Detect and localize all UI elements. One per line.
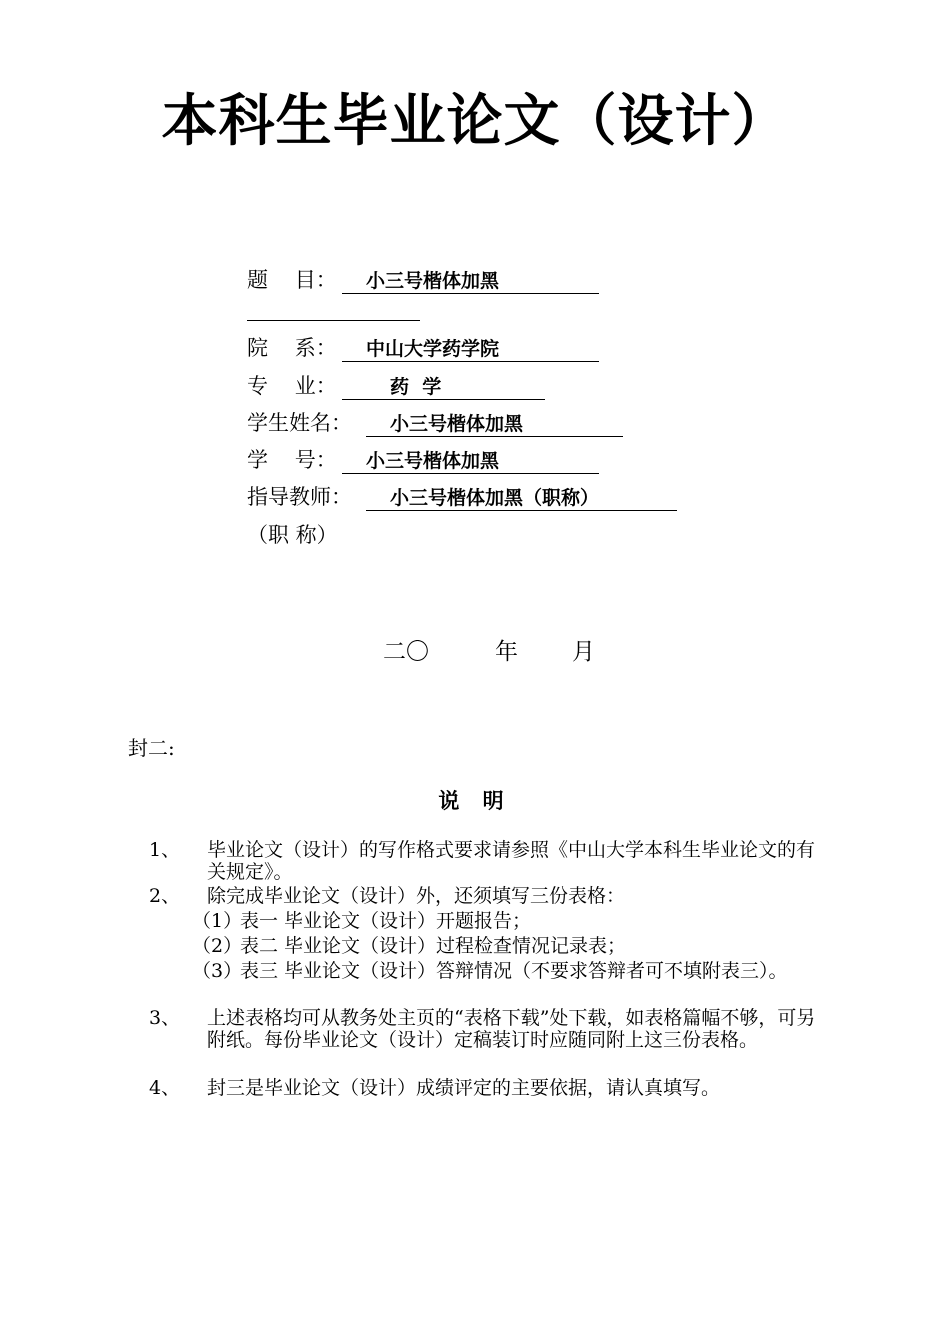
instruction-number: 4、 <box>149 1077 181 1099</box>
field-topic <box>247 265 599 295</box>
instruction-text: 上述表格均可从教务处主页的“表格下载”处下载，如表格篇幅不够，可另附纸。每份毕业论文（设计）定稿装订时应随同附上这三份表格。 <box>207 1007 816 1051</box>
field-major <box>247 371 545 401</box>
field-label: 学生姓名： <box>247 411 352 435</box>
instruction-text: 毕业论文（设计）的写作格式要求请参照《中山大学本科生毕业论文的有关规定》。 <box>207 839 816 883</box>
field-value: 小三号楷体加黑（职称） <box>366 486 677 511</box>
instruction-text: 除完成毕业论文（设计）外，还须填写三份表格： <box>207 885 626 907</box>
field-label: 专 业： <box>247 374 337 398</box>
date-month-label: 月 <box>572 639 595 665</box>
sub-item-text: 表二 毕业论文（设计）过程检查情况记录表； <box>240 935 627 957</box>
field-value: 小三号楷体加黑 <box>342 449 599 474</box>
field-student-id <box>247 445 599 475</box>
sub-item-text: 表三 毕业论文（设计）答辩情况（不要求答辩者可不填附表三）。 <box>240 960 788 982</box>
field-label: 学 号： <box>247 448 337 472</box>
field-department <box>247 333 599 363</box>
field-value: 中山大学药学院 <box>342 337 599 362</box>
field-advisor <box>247 482 677 512</box>
cover2-label: 封二: <box>128 736 175 760</box>
field-label: 题 目： <box>247 268 337 292</box>
sub-item-number: （1） <box>192 910 243 932</box>
section-heading: 说 明 <box>438 789 512 813</box>
sub-item-number: （2） <box>192 935 243 957</box>
date-year-label: 年 <box>495 639 518 665</box>
sub-item-number: （3） <box>192 960 243 982</box>
main-title: 本科生毕业论文（设计） <box>161 89 789 154</box>
instruction-number: 3、 <box>149 1007 181 1029</box>
date-prefix: 二〇 <box>383 639 429 665</box>
date-line <box>383 636 595 668</box>
field-value: 药 学 <box>342 375 545 400</box>
field-label: 院 系： <box>247 336 337 360</box>
field-value: 小三号楷体加黑 <box>366 412 623 437</box>
field-label: 指导教师： <box>247 485 352 509</box>
instruction-text: 封三是毕业论文（设计）成绩评定的主要依据，请认真填写。 <box>207 1077 721 1099</box>
field-student-name <box>247 408 623 438</box>
instruction-number: 1、 <box>149 839 181 861</box>
blank-underline <box>247 320 420 321</box>
field-value: 小三号楷体加黑 <box>342 269 599 294</box>
title-suffix: （职 称） <box>247 523 338 547</box>
sub-item-text: 表一 毕业论文（设计）开题报告； <box>240 910 532 932</box>
instruction-number: 2、 <box>149 885 181 907</box>
